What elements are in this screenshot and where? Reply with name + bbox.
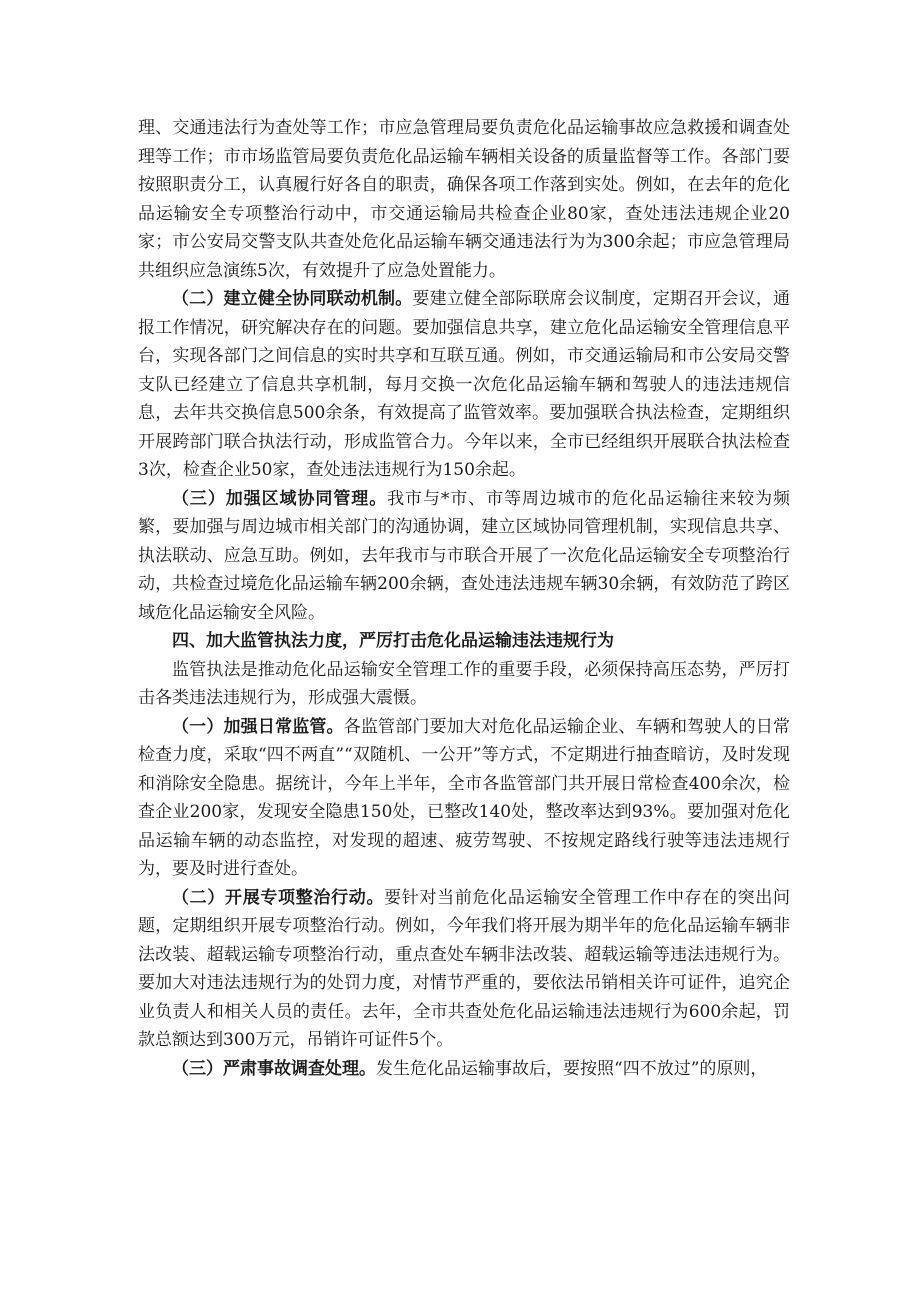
paragraph-lead: （三）加强区域协同管理。 (172, 488, 388, 509)
paragraph-continued (138, 114, 790, 285)
section-heading: 四、加大监管执法力度，严厉打击危化品运输违法违规行为 (172, 631, 614, 651)
paragraph-special-campaign (138, 884, 790, 1055)
paragraph-lead: （三）严肃事故调查处理。 (172, 1058, 376, 1079)
paragraph-body: 各监管部门要加大对危化品运输企业、车辆和驾驶人的日常检查力度，采取“四不两直”“双随机、一公开”等方式，不定期进行抽查暗访，及时发现和消除安全隐患。据统计，今年上半年，全市各监管部门共开展日常检查400余次，检查企业200家，发现安全隐患150处，已整改140处，整改率达到93%。要加强对危化品运输车辆的动态监控，对发现的超速、疲劳驾驶、不按规定路线行驶等违法违规行为，要及时进行查处。 (138, 716, 791, 879)
paragraph-body: 理、交通违法行为查处等工作；市应急管理局要负责危化品运输事故应急救援和调查处理等工作；市市场监管局要负责危化品运输车辆相关设备的质量监督等工作。各部门要按照职责分工，认真履行好各自的职责，确保各项工作落到实处。例如，在去年的危化品运输安全专项整治行动中，市交通运输局共检查企业80家，查处违法违规企业20家；市公安局交警支队共查处危化品运输车辆交通违法行为为300余起；市应急管理局共组织应急演练5次，有效提升了应急处置能力。 (138, 118, 790, 281)
paragraph-body: 监管执法是推动危化品运输安全管理工作的重要手段，必须保持高压态势，严厉打击各类违法违规行为，形成强大震慑。 (138, 659, 790, 708)
paragraph-lead: （二）建立健全协同联动机制。 (172, 289, 413, 309)
paragraph-lead: （一）加强日常监管。 (172, 716, 344, 737)
paragraph-regional-coordination (138, 485, 790, 628)
paragraph-daily-supervision (138, 713, 790, 884)
paragraph-body: 要建立健全部际联席会议制度，定期召开会议，通报工作情况，研究解决存在的问题。要加强信息共享，建立危化品运输安全管理信息平台，实现各部门之间信息的实时共享和互联互通。例如，市交通运输局和市公安局交警支队已经建立了信息共享机制，每月交换一次危化品运输车辆和驾驶人的违法违规信息，去年共交换信息500余条，有效提高了监管效率。要加强联合执法检查，定期组织开展跨部门联合执法行动，形成监管合力。今年以来，全市已经组织开展联合执法检查3次，检查企业50家，查处违法违规行为150余起。 (138, 289, 791, 480)
document-page (138, 114, 790, 1083)
paragraph-coordination-mechanism (138, 285, 790, 485)
paragraph-body: 发生危化品运输事故后，要按照“四不放过”的原则， (376, 1058, 768, 1079)
paragraph-body: 要针对当前危化品运输安全管理工作中存在的突出问题，定期组织开展专项整治行动。例如，今年我们将开展为期半年的危化品运输车辆非法改装、超载运输专项整治行动，重点查处车辆非法改装、超载运输等违法违规行为。要加大对违法违规行为的处罚力度，对情节严重的，要依法吊销相关许可证件，追究企业负责人和相关人员的责任。去年，全市共查处危化品运输违法违规行为600余起，罚款总额达到300万元，吊销许可证件5个。 (138, 887, 791, 1050)
paragraph-body: 我市与*市、市等周边城市的危化品运输往来较为频繁，要加强与周边城市相关部门的沟通协调，建立区域协同管理机制，实现信息共享、执法联动、应急互助。例如，去年我市与市联合开展了一次危化品运输安全专项整治行动，共检查过境危化品运输车辆200余辆，查处违法违规车辆30余辆，有效防范了跨区域危化品运输安全风险。 (138, 488, 791, 623)
paragraph-accident-investigation (138, 1055, 790, 1084)
paragraph-section-intro (138, 656, 790, 713)
paragraph-lead: （二）开展专项整治行动。 (172, 887, 385, 908)
